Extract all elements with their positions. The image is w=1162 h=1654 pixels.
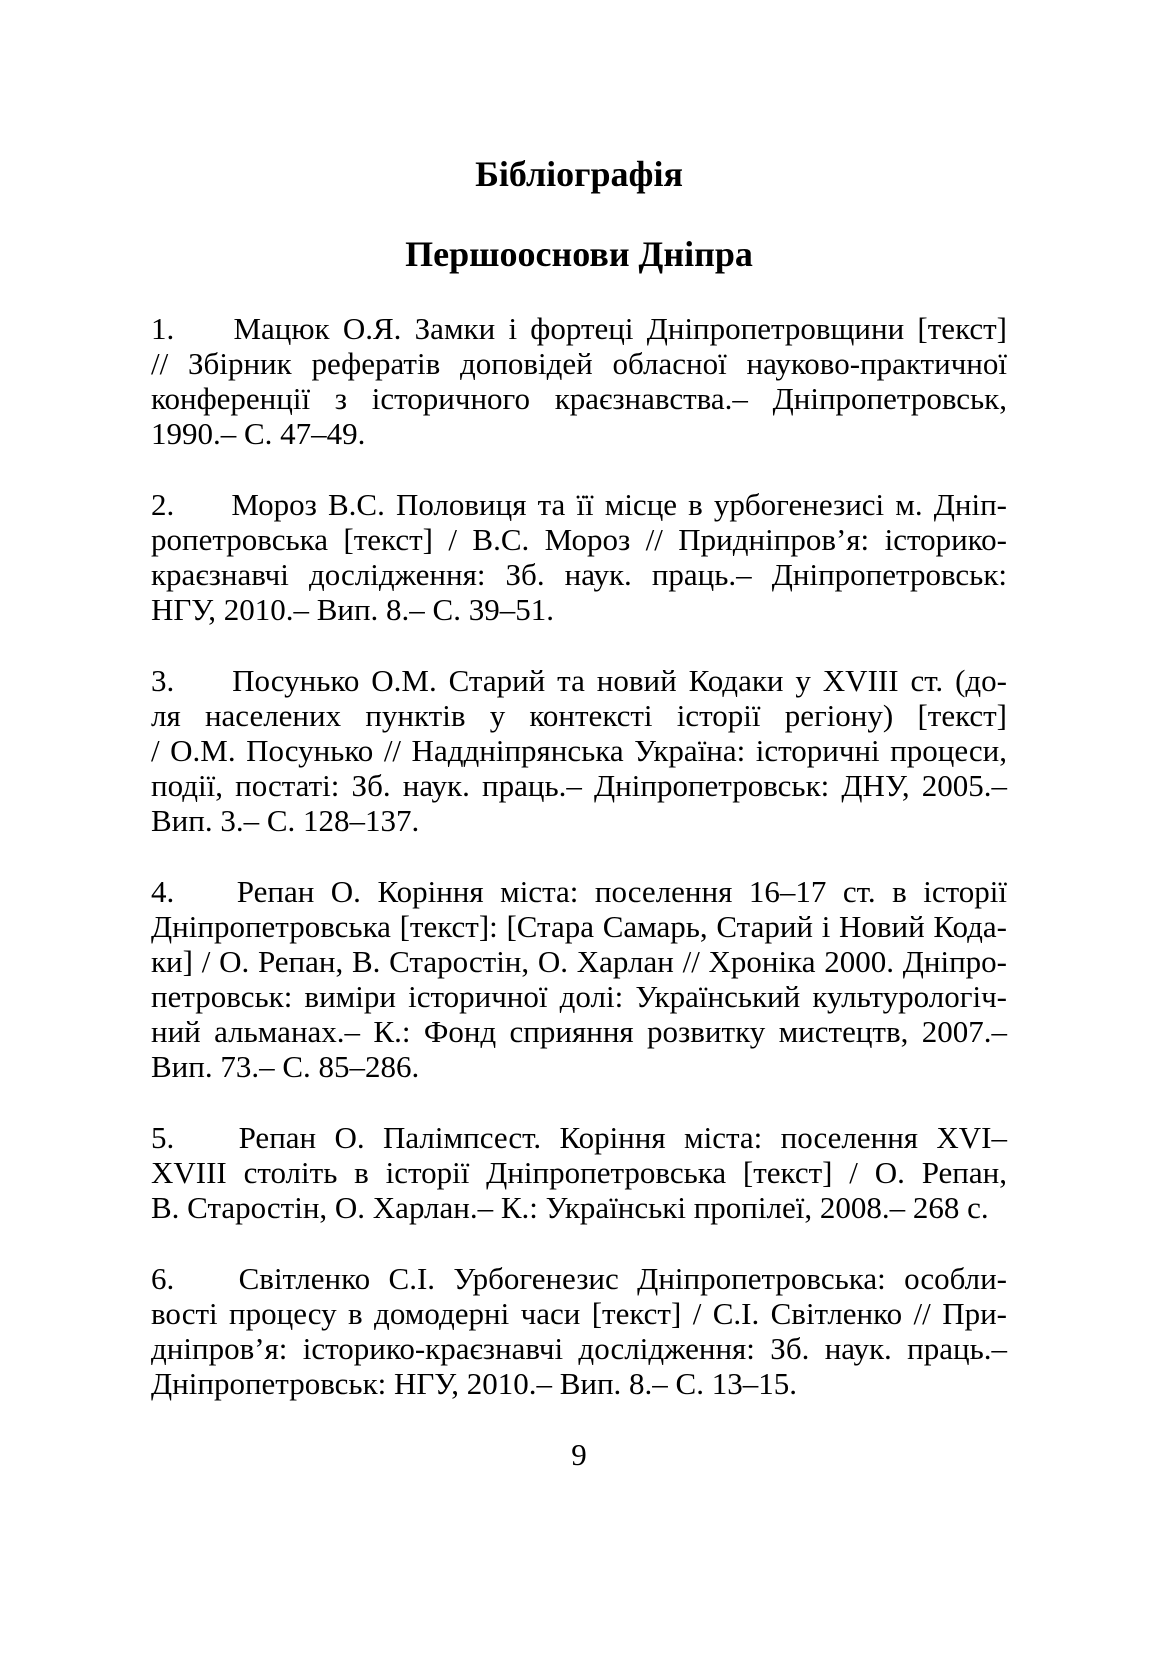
entry-line: / О.М. Посунько // Наддніпрянська Україна: історичні процеси, [151,733,1007,768]
entry-line: ний альманах.– К.: Фонд сприяння розвитку мистецтв, 2007.– [151,1014,1007,1049]
entry-number: 6. [151,1261,175,1296]
entry-line: вості процесу в домодерні часи [текст] / С.І. Світленко // При- [151,1296,1007,1331]
entry-number: 2. [151,487,175,522]
bibliography-entry [151,874,1007,1084]
entry-line: Дніпропетровська [текст]: [Стара Самарь, Старий і Новий Кода- [151,909,1007,944]
entry-line: 3. Посунько О.М. Старий та новий Кодаки у XVIII ст. (до- [151,663,1007,698]
entry-line: дніпров’я: історико-краєзнавчі дослідження: Зб. наук. праць.– [151,1331,1007,1366]
entry-line: конференції з історичного краєзнавства.– Дніпропетровськ, [151,381,1007,416]
bibliography-entry [151,1261,1007,1401]
entry-line: 1990.– С. 47–49. [151,416,366,451]
bibliography-entry [151,311,1007,451]
entry-line: Дніпропетровськ: НГУ, 2010.– Вип. 8.– С. 13–15. [151,1366,797,1401]
entry-line: Вип. 3.– С. 128–137. [151,803,420,838]
bibliography-list [151,311,1007,1401]
text-block [151,0,1007,1472]
entry-line: ропетровська [текст] / В.С. Мороз // Придніпров’я: історико- [151,522,1007,557]
entry-line: НГУ, 2010.– Вип. 8.– С. 39–51. [151,592,554,627]
page-title: Бібліографія [475,154,683,194]
entry-line: краєзнавчі дослідження: Зб. наук. праць.– Дніпропетровськ: [151,557,1007,592]
entry-line: ки] / О. Репан, В. Старостін, О. Харлан // Хроніка 2000. Дніпро- [151,944,1007,979]
entry-line: Вип. 73.– С. 85–286. [151,1049,420,1084]
entry-line: 5. Репан О. Палімпсест. Коріння міста: поселення XVI– [151,1120,1007,1155]
entry-number: 3. [151,663,175,698]
entry-line: 1. Мацюк О.Я. Замки і фортеці Дніпропетровщини [текст] [151,311,1007,346]
entry-number: 5. [151,1120,175,1155]
entry-number: 4. [151,874,175,909]
entry-line: події, постаті: Зб. наук. праць.– Дніпропетровськ: ДНУ, 2005.– [151,768,1007,803]
page-number: 9 [571,1437,587,1472]
bibliography-entry [151,487,1007,627]
entry-line: В. Старостін, О. Харлан.– К.: Українські пропілеї, 2008.– 268 с. [151,1190,989,1225]
entry-line: 6. Світленко С.І. Урбогенезис Дніпропетровська: особли- [151,1261,1007,1296]
bibliography-entry [151,663,1007,838]
entry-line: 2. Мороз В.С. Половиця та її місце в урбогенезисі м. Дніп- [151,487,1007,522]
bibliography-entry [151,1120,1007,1225]
entry-line: ля населених пунктів у контексті історії регіону) [текст] [151,698,1007,733]
entry-line: петровськ: виміри історичної долі: Український культурологіч- [151,979,1007,1014]
entry-line: 4. Репан О. Коріння міста: поселення 16–17 ст. в історії [151,874,1007,909]
entry-line: XVIII століть в історії Дніпропетровська [текст] / О. Репан, [151,1155,1007,1190]
section-subtitle: Першооснови Дніпра [405,234,753,274]
entry-line: // Збірник рефератів доповідей обласної науково-практичної [151,346,1007,381]
entry-number: 1. [151,311,175,346]
